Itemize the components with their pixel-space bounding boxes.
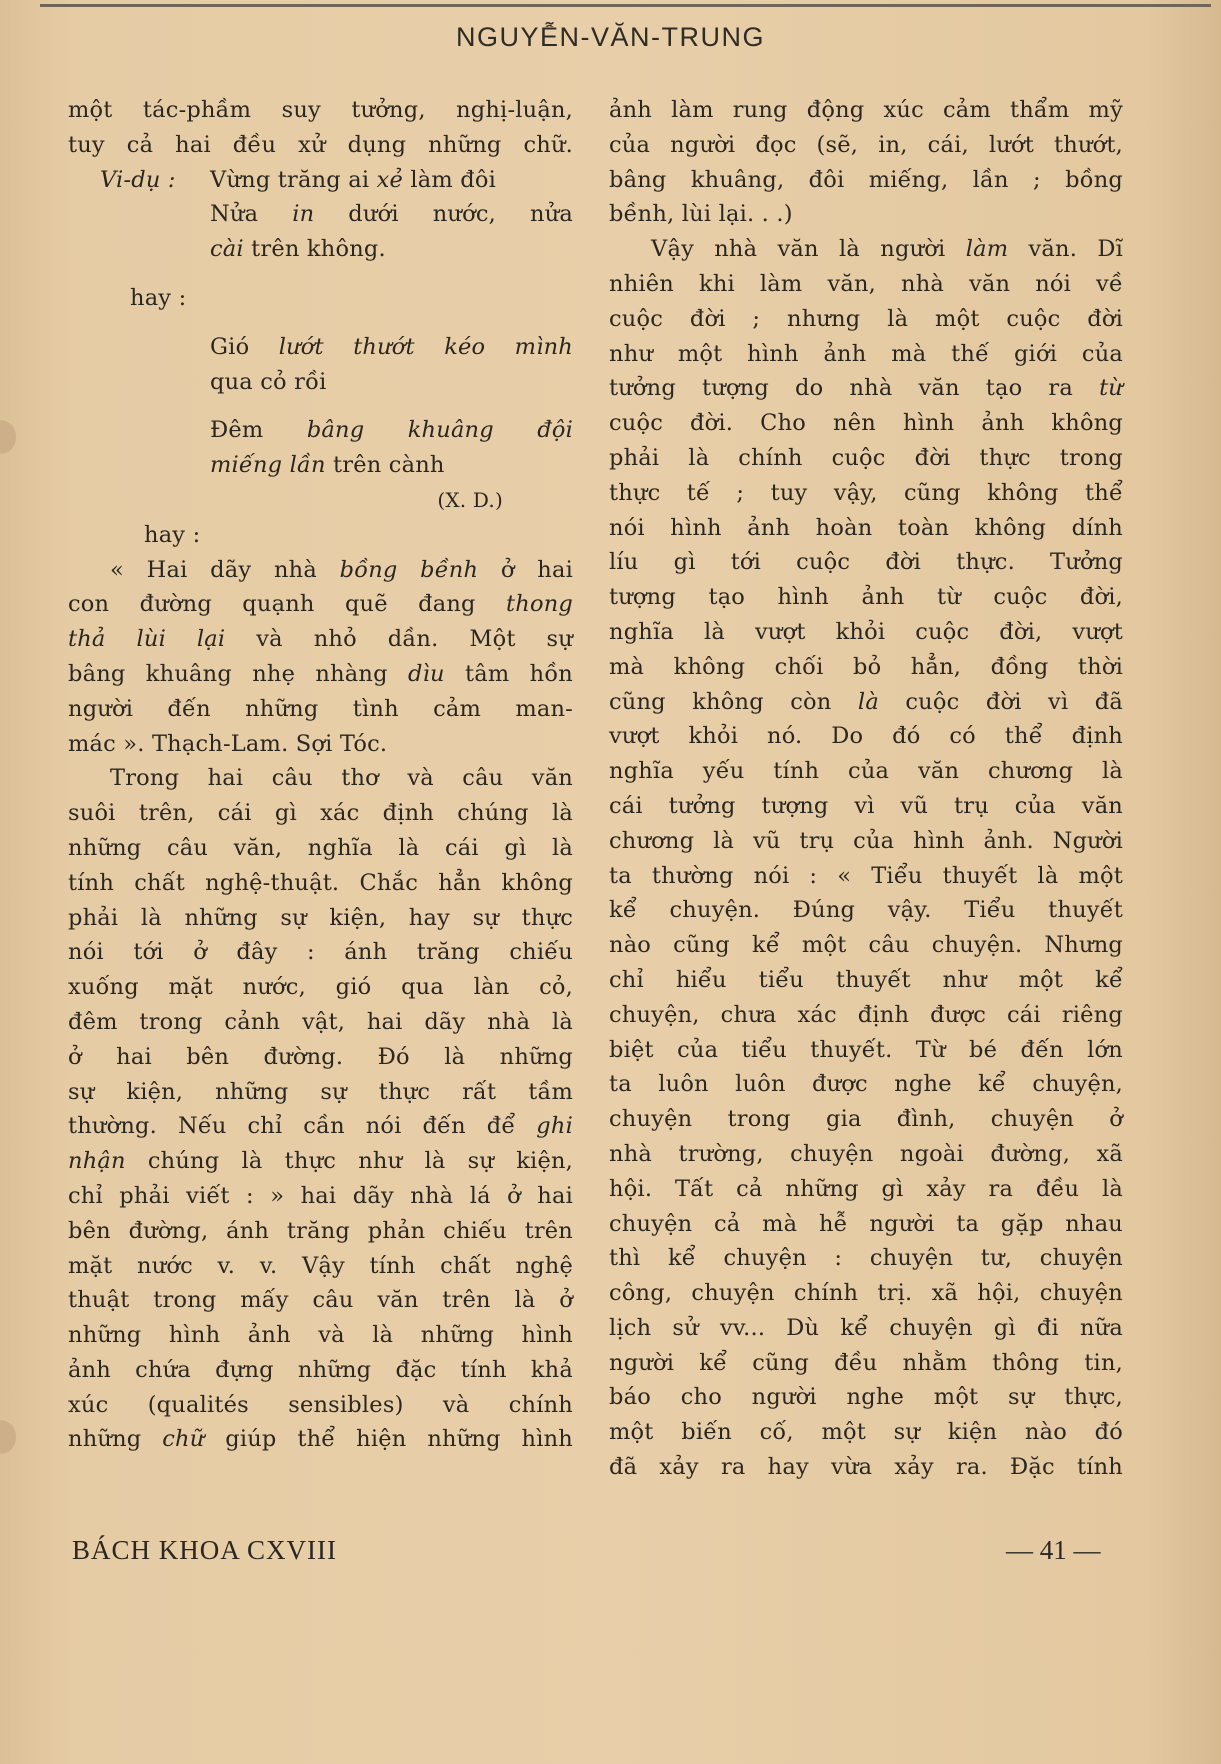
text-line: đêm trong cảnh vật, hai dãy nhà là bbox=[68, 1008, 573, 1035]
example-label: Vi-dụ : bbox=[100, 166, 176, 193]
text-line: bên đường, ánh trăng phản chiếu trên bbox=[68, 1217, 573, 1244]
text-line: suôi trên, cái gì xác định chúng là bbox=[68, 800, 573, 827]
text-line: thuật trong mấy câu văn trên là ở bbox=[68, 1287, 573, 1314]
journal-footer: BÁCH KHOA CXVIII bbox=[72, 1535, 337, 1565]
text-line: báo cho người nghe một sự thực, bbox=[609, 1384, 1123, 1411]
text-line: tính chất nghệ-thuật. Chắc hẳn không bbox=[68, 869, 573, 896]
text-line: người kể cũng đều nhằm thông tin, bbox=[609, 1349, 1123, 1376]
text-line: thực tế ; tuy vậy, cũng không thể bbox=[609, 479, 1123, 506]
text-line: ở hai bên đường. Đó là những bbox=[68, 1043, 573, 1070]
punch-hole-mark bbox=[0, 420, 16, 454]
quote-line: bâng khuâng nhẹ nhàng dìu tâm hồn bbox=[68, 660, 574, 687]
text-line: những chữ giúp thể hiện những hình bbox=[68, 1426, 573, 1453]
text-line: ảnh chứa đựng những đặc tính khả bbox=[68, 1356, 573, 1383]
quote-line: con đường quạnh quẽ đang thong bbox=[68, 591, 573, 618]
text-line: lịch sử vv... Dù kể chuyện gì đi nữa bbox=[609, 1314, 1123, 1341]
text-line: chương là vũ trụ của hình ảnh. Người bbox=[609, 827, 1123, 854]
verse-attribution: (X. D.) bbox=[437, 487, 503, 512]
text-line: chỉ phải viết : » hai dãy nhà lá ở hai bbox=[68, 1182, 573, 1209]
text-line: nói tới ở đây : ánh trăng chiếu bbox=[68, 939, 573, 966]
text-line: tuy cả hai đều xử dụng những chữ. bbox=[68, 131, 573, 158]
text-line: như một hình ảnh mà thế giới của bbox=[609, 340, 1123, 367]
text-line: nhiên khi làm văn, nhà văn nói về bbox=[609, 270, 1123, 297]
text-line: cái tưởng tượng vì vũ trụ của văn bbox=[609, 792, 1123, 819]
text-line: hội. Tất cả những gì xảy ra đều là bbox=[609, 1175, 1123, 1202]
quote-line: « Hai dãy nhà bồng bềnh ở hai bbox=[110, 556, 573, 583]
page-number: — 41 — bbox=[1006, 1535, 1101, 1565]
text-line: nào cũng kể một câu chuyện. Nhưng bbox=[609, 932, 1123, 959]
running-header: NGUYỄN-VĂN-TRUNG bbox=[455, 22, 765, 52]
verse-line: Vi-dụ : Vừng trăng ai xẻ làm đôi bbox=[68, 163, 573, 198]
text-line: sự kiện, những sự thực rất tầm bbox=[68, 1078, 573, 1105]
text-line: xuống mặt nước, gió qua làn cỏ, bbox=[68, 974, 573, 1001]
text-line: chuyện, chưa xác định được cái riêng bbox=[609, 1001, 1123, 1028]
hay-label: hay : bbox=[130, 284, 187, 311]
text-line: Vậy nhà văn là người làm văn. Dĩ bbox=[651, 236, 1123, 263]
text-line: tưởng tượng do nhà văn tạo ra từ bbox=[609, 375, 1123, 402]
text-line: những câu văn, nghĩa là cái gì là bbox=[68, 834, 573, 861]
text-line: ta luôn luôn được nghe kể chuyện, bbox=[609, 1071, 1123, 1098]
text-line: những hình ảnh và là những hình bbox=[68, 1322, 573, 1349]
verse-line: Gió lướt thướt kéo mình bbox=[210, 333, 573, 360]
text-line: nghĩa yếu tính của văn chương là bbox=[609, 758, 1123, 785]
right-column bbox=[609, 93, 1123, 1485]
text-line: một tác-phầm suy tưởng, nghị-luận, bbox=[68, 97, 573, 123]
text-line: ảnh làm rung động xúc cảm thẩm mỹ bbox=[609, 97, 1123, 123]
text-line: công, chuyện chính trị. xã hội, chuyện bbox=[609, 1280, 1123, 1307]
text-line: nói hình ảnh hoàn toàn không dính bbox=[609, 514, 1123, 541]
text-line: líu gì tới cuộc đời thực. Tưởng bbox=[609, 549, 1123, 576]
text-line: chuyện cả mà hễ người ta gặp nhau bbox=[609, 1210, 1123, 1237]
quote-line: người đến những tình cảm man- bbox=[68, 695, 573, 722]
text-line: bềnh, lùi lại. . .) bbox=[609, 201, 793, 228]
verse-line: miếng lần trên cành bbox=[210, 452, 445, 479]
text-line: phải là chính cuộc đời thực trong bbox=[609, 444, 1123, 471]
text-line: xúc (qualités sensibles) và chính bbox=[68, 1391, 573, 1418]
text-line: thường. Nếu chỉ cần nói đến để ghi bbox=[68, 1113, 573, 1140]
text-line: biệt của tiểu thuyết. Từ bé đến lớn bbox=[609, 1036, 1123, 1063]
verse-line: qua cỏ rồi bbox=[210, 368, 327, 395]
text-line: của người đọc (sẽ, in, cái, lướt thướt, bbox=[609, 131, 1123, 158]
text-line: nhà trường, chuyện ngoài đường, xã bbox=[609, 1140, 1123, 1167]
text-line: kể chuyện. Đúng vậy. Tiểu thuyết bbox=[609, 897, 1123, 924]
punch-hole-mark bbox=[0, 1420, 16, 1454]
text-line: đã xảy ra hay vừa xảy ra. Đặc tính bbox=[609, 1454, 1123, 1481]
text-line: chuyện trong gia đình, chuyện ở bbox=[609, 1106, 1123, 1133]
text-line: cuộc đời. Cho nên hình ảnh không bbox=[609, 410, 1123, 437]
quote-line: thả lùi lại và nhỏ dần. Một sự bbox=[68, 626, 573, 653]
text-line: nhận chúng là thực như là sự kiện, bbox=[68, 1148, 573, 1175]
text-line: mặt nước v. v. Vậy tính chất nghệ bbox=[68, 1252, 573, 1279]
text-line: chỉ hiểu tiểu thuyết như một kể bbox=[609, 966, 1123, 993]
text-line: phải là những sự kiện, hay sự thực bbox=[68, 904, 573, 931]
text-line: ta thường nói : « Tiểu thuyết là một bbox=[609, 862, 1123, 889]
verse-line: Nửa in dưới nước, nửa bbox=[210, 201, 574, 228]
left-column bbox=[68, 93, 573, 1457]
text-line: bâng khuâng, đôi miếng, lần ; bồng bbox=[609, 166, 1123, 193]
verse-line: cài trên không. bbox=[210, 236, 386, 263]
text-line: thì kể chuyện : chuyện tư, chuyện bbox=[609, 1245, 1123, 1272]
text-line: Trong hai câu thơ và câu văn bbox=[110, 765, 573, 792]
text-line: cũng không còn là cuộc đời vì đã bbox=[609, 688, 1124, 715]
text-line: tượng tạo hình ảnh từ cuộc đời, bbox=[609, 584, 1123, 611]
text-line: một biến cố, một sự kiện nào đó bbox=[609, 1419, 1123, 1446]
quote-line: mác ». Thạch-Lam. Sợi Tóc. bbox=[68, 730, 388, 757]
hay-label: hay : bbox=[144, 521, 201, 548]
verse-line: Đêm bâng khuâng đội bbox=[210, 417, 573, 444]
text-line: mà không chối bỏ hẳn, đồng thời bbox=[609, 653, 1123, 680]
text-line: cuộc đời ; nhưng là một cuộc đời bbox=[609, 305, 1123, 332]
text-line: nghĩa là vượt khỏi cuộc đời, vượt bbox=[609, 618, 1123, 645]
top-rule bbox=[40, 4, 1211, 7]
text-line: vượt khỏi nó. Do đó có thể định bbox=[609, 723, 1123, 750]
